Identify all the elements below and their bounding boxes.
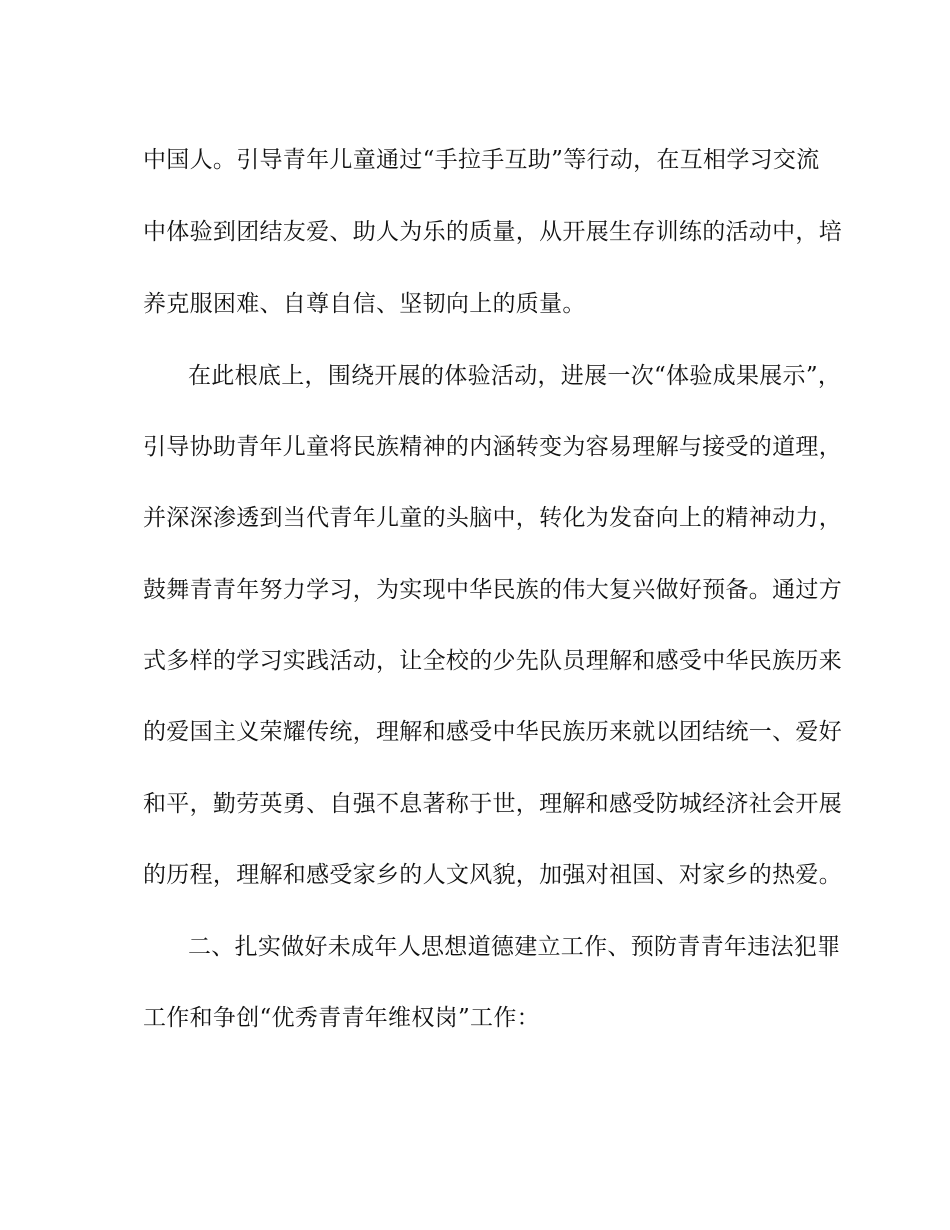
paragraph-line: 中体验到团结友爱、助人为乐的质量，从开展生存训练的活动中，培 bbox=[143, 219, 842, 245]
paragraph-line: 的爱国主义荣耀传统，理解和感受中华民族历来就以团结统一、爱好 bbox=[143, 719, 842, 745]
paragraph-line: 式多样的学习实践活动，让全校的少先队员理解和感受中华民族历来 bbox=[143, 648, 842, 674]
paragraph-line: 引导协助青年儿童将民族精神的内涵转变为容易理解与接受的道理， bbox=[143, 434, 842, 460]
paragraph-line: 鼓舞青青年努力学习，为实现中华民族的伟大复兴做好预备。通过方 bbox=[143, 577, 842, 603]
paragraph-line: 养克服困难、自尊自信、坚韧向上的质量。 bbox=[143, 291, 586, 317]
paragraph-line: 中国人。引导青年儿童通过“手拉手互助”等行动，在互相学习交流 bbox=[143, 147, 820, 173]
section-heading-line: 工作和争创“优秀青青年维权岗”工作： bbox=[143, 1005, 540, 1031]
section-heading-line: 二、扎实做好未成年人思想道德建立工作、预防青青年违法犯罪 bbox=[188, 934, 841, 960]
paragraph-line: 并深深渗透到当代青年儿童的头脑中，转化为发奋向上的精神动力， bbox=[143, 505, 842, 531]
paragraph-line: 在此根底上，围绕开展的体验活动，进展一次“体验成果展示”， bbox=[188, 363, 842, 389]
paragraph-line: 和平，勤劳英勇、自强不息著称于世，理解和感受防城经济社会开展 bbox=[143, 791, 842, 817]
paragraph-line: 的历程，理解和感受家乡的人文风貌，加强对祖国、对家乡的热爱。 bbox=[143, 862, 842, 888]
